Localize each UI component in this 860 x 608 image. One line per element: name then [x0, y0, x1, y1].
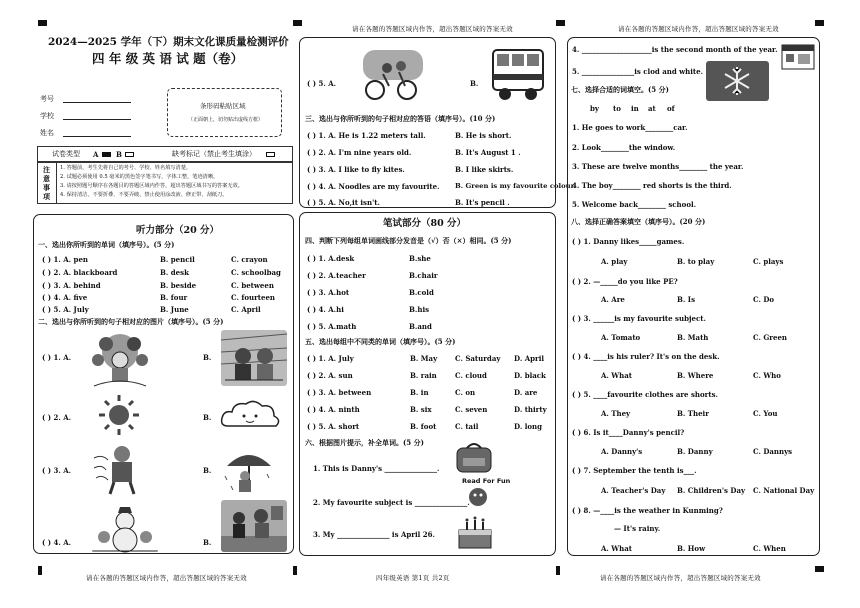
picture-umbrella — [221, 446, 277, 496]
s3-row: B. Green is my favourite colour. — [455, 182, 576, 190]
option-b: B. — [203, 466, 212, 475]
s4-row: B.cold — [409, 288, 434, 297]
word-bank-item: to — [613, 104, 621, 113]
corner-mark — [38, 566, 42, 575]
s5-row: B. in — [410, 388, 429, 397]
birthday-cake-icon — [453, 514, 497, 552]
listening-title: 听力部分（20 分） — [136, 225, 220, 236]
s5-row: C. tail — [455, 422, 479, 431]
s8-option: C. Green — [753, 333, 787, 342]
s6-row: 2. My favourite subject is _______________. — [313, 498, 470, 507]
school-label: 学校 — [40, 112, 54, 120]
s5-row: ( ) 3. A. between — [307, 388, 372, 397]
note-line: 2. 试题必须使用 0.5 毫米的黑色签字笔书写，字体工整，笔迹清晰。 — [60, 174, 219, 180]
s3-row: B. It's pencil . — [455, 198, 510, 207]
schoolbag-icon — [451, 440, 497, 474]
s5-row: C. on — [455, 388, 476, 397]
s8-option: C. Who — [753, 371, 781, 380]
s2-row: ( ) 4. A. — [42, 538, 72, 547]
p3-row: 5. _______________is clod and white. — [572, 67, 704, 76]
s8-option: B. Math — [677, 333, 709, 342]
corner-mark — [556, 566, 560, 575]
book-icon — [460, 486, 496, 508]
cloud-icon — [218, 396, 282, 436]
q5-row: ( ) 5. A. — [307, 79, 337, 88]
s4-row: B.she — [409, 254, 431, 263]
type-a: A — [93, 150, 99, 159]
s5-row: ( ) 5. A. short — [307, 422, 360, 431]
s1-row: C. April — [231, 305, 261, 314]
s5-row: B. foot — [410, 422, 437, 431]
top-notice: 请在各题的答题区域内作答，超出答题区域的答案无效 — [618, 25, 779, 33]
s4-row: ( ) 1. A.desk — [307, 254, 355, 263]
s8-answer-line: — It's rainy. — [614, 524, 661, 533]
s5-row: D. are — [514, 388, 538, 397]
s4-row: ( ) 4. A.hi — [307, 305, 344, 314]
written-title: 笔试部分（80 分） — [383, 218, 467, 229]
s3-row: B. He is short. — [455, 131, 512, 140]
s1-row: C. crayon — [231, 255, 268, 264]
type-label: 试卷类型 — [52, 150, 80, 158]
s8-option: B. Where — [677, 371, 714, 380]
exam-title: 2024—2025 学年（下）期末文化课质量检测评价 — [48, 36, 289, 48]
s5-row: B. six — [410, 405, 432, 414]
s6-row: 1. This is Danny's _______________. — [313, 464, 440, 473]
s8-question: ( ) 1. Danny likes_____games. — [572, 237, 685, 246]
notes-head: 事 — [43, 183, 50, 192]
option-b: B. — [203, 538, 212, 547]
s4-row: ( ) 5. A.math — [307, 322, 357, 331]
section-8-title: 八、选择正确答案填空（填序号）。(20 分) — [571, 217, 706, 226]
corner-mark — [556, 20, 565, 26]
s8-option: C. Dannys — [753, 447, 793, 456]
s4-row: B.and — [409, 322, 432, 331]
s8-option: C. National Day — [753, 486, 815, 495]
s1-row: ( ) 3. A. behind — [42, 281, 101, 290]
absent-label: 缺考标记（禁止考生填涂） — [172, 150, 256, 158]
s4-row: B.chair — [409, 271, 438, 280]
s4-row: ( ) 2. A.teacher — [307, 271, 366, 280]
picture-snowman — [92, 507, 158, 553]
s5-row: D. thirty — [514, 405, 547, 414]
footer-page-number: 四年级英语 第1页 共2页 — [376, 574, 450, 582]
s3-row: ( ) 1. A. He is 1.22 meters tall. — [307, 131, 426, 140]
s5-row: D. black — [514, 371, 546, 380]
s4-row: ( ) 3. A.hot — [307, 288, 350, 297]
s8-option: C. You — [753, 409, 778, 418]
word-bank-item: in — [631, 104, 639, 113]
s8-option: C. When — [753, 544, 786, 553]
s8-option: B. to play — [677, 257, 715, 266]
s8-question: ( ) 4. ____is his ruler? It's on the desk. — [572, 352, 720, 361]
s5-row: ( ) 1. A. July — [307, 354, 354, 363]
s8-option: A. Are — [601, 295, 625, 304]
s8-option: B. How — [677, 544, 706, 553]
section-7-title: 七、选择合适的词填空。(5 分) — [571, 85, 669, 94]
s1-row: B. desk — [160, 268, 189, 277]
corner-mark — [293, 566, 297, 575]
s8-option: B. Their — [677, 409, 709, 418]
s7-row: 2. Look________the window. — [572, 143, 676, 152]
s7-row: 5. Welcome back________ school. — [572, 200, 697, 209]
note-line: 1. 答题前，考生先将自己的考号、学校、姓名填写清楚。 — [60, 165, 192, 171]
top-notice: 请在各题的答题区域内作答，超出答题区域的答案无效 — [352, 25, 513, 33]
s8-option: A. Tomato — [601, 333, 641, 342]
school-field[interactable] — [63, 119, 131, 120]
s1-row: ( ) 2. A. blackboard — [42, 268, 118, 277]
section-2-title: 二、选出与你所听到的句子相对应的图片（填序号）。(5 分) — [38, 317, 224, 326]
barcode-area — [167, 88, 282, 137]
type-b-box[interactable] — [125, 152, 134, 157]
s7-row: 1. He goes to work________car. — [572, 123, 688, 132]
s8-option: B. Children's Day — [677, 486, 746, 495]
s1-row: B. beside — [160, 281, 197, 290]
s8-question: ( ) 6. Is it____Danny's pencil? — [572, 428, 685, 437]
option-b: B. — [470, 79, 479, 88]
s1-row: ( ) 5. A. July — [42, 305, 89, 314]
exam-no-label: 考号 — [40, 95, 54, 103]
name-label: 姓名 — [40, 129, 54, 137]
notes-head: 注 — [43, 165, 50, 174]
type-b: B — [116, 150, 122, 159]
option-b: B. — [203, 353, 212, 362]
word-bank-item: by — [590, 104, 599, 113]
s5-row: D. April — [514, 354, 545, 363]
s8-option: A. What — [601, 544, 633, 553]
barcode-note: （正面朝上，切勿贴出虚线方框） — [188, 117, 264, 123]
footer-notice-left: 请在各题的答题区域内作答，超出答题区域的答案无效 — [86, 574, 247, 582]
calendar-icon — [780, 41, 816, 71]
sun-icon — [96, 393, 142, 437]
note-line: 4. 保持清洁，不要折叠、不要弄破，禁止使用涂改液、修正带、刮纸刀。 — [60, 192, 228, 198]
s5-row: C. seven — [455, 405, 488, 414]
footer-notice-right: 请在各题的答题区域内作答，超出答题区域的答案无效 — [600, 574, 761, 582]
s2-row: ( ) 2. A. — [42, 413, 72, 422]
picture-family — [221, 500, 287, 552]
s1-row: ( ) 1. A. pen — [42, 255, 88, 264]
corner-mark — [293, 20, 302, 26]
s8-option: A. What — [601, 371, 633, 380]
s8-option: B. Danny — [677, 447, 713, 456]
notes-head: 意 — [43, 174, 50, 183]
corner-mark — [815, 566, 824, 572]
option-b: B. — [203, 413, 212, 422]
s5-row: B. rain — [410, 371, 437, 380]
section-5-title: 五、选出每组中不同类的单词（填序号）。(5 分) — [305, 337, 456, 346]
s1-row: ( ) 4. A. five — [42, 293, 88, 302]
s1-row: B. June — [160, 305, 189, 314]
s5-row: C. Saturday — [455, 354, 501, 363]
s1-row: C. fourteen — [231, 293, 276, 302]
s3-row: ( ) 5. A. No,it isn't. — [307, 198, 380, 207]
s2-row: ( ) 3. A. — [42, 466, 72, 475]
s5-row: ( ) 4. A. ninth — [307, 405, 360, 414]
picture-child-flowers — [84, 330, 156, 390]
s8-question: ( ) 5. ____favourite clothes are shorts. — [572, 390, 718, 399]
notes-head: 项 — [43, 192, 50, 201]
s8-question: ( ) 3. ______is my favourite subject. — [572, 314, 706, 323]
s8-question: ( ) 2. —_____do you like PE? — [572, 277, 678, 286]
section-1-title: 一、选出你所听到的单词（填序号）。(5 分) — [38, 240, 175, 249]
s1-row: B. pencil — [160, 255, 195, 264]
note-line: 3. 请按照题号顺序在各题目的答题区域内作答，超出答题区域书写的答案无效。 — [60, 183, 243, 189]
s1-row: C. between — [231, 281, 274, 290]
exam-no-field[interactable] — [63, 102, 131, 103]
s1-row: B. four — [160, 293, 188, 302]
s7-row: 4. The boy________ red shorts is the third. — [572, 181, 732, 190]
exam-subtitle: 四 年 级 英 语 试 题（卷） — [92, 51, 244, 66]
s8-option: A. Danny's — [601, 447, 643, 456]
s8-option: B. Is — [677, 295, 696, 304]
s5-row: B. May — [410, 354, 438, 363]
absent-box[interactable] — [266, 152, 275, 157]
word-bank-item: at — [648, 104, 656, 113]
s2-row: ( ) 1. A. — [42, 353, 72, 362]
s5-row: D. long — [514, 422, 543, 431]
s3-row: B. It's August 1 . — [455, 148, 521, 157]
s8-option: C. plays — [753, 257, 784, 266]
corner-mark — [38, 20, 47, 26]
word-bank-item: of — [667, 104, 675, 113]
picture-cycling — [357, 46, 429, 102]
s8-option: A. Teacher's Day — [601, 486, 666, 495]
s6-row: 3. My _______________ is April 26. — [313, 530, 435, 539]
picture-rain-kids — [221, 330, 287, 386]
s3-row: ( ) 4. A. Noodles are my favourite. — [307, 182, 440, 191]
name-field[interactable] — [63, 136, 131, 137]
p3-row: 4. ____________________is the second month of the year. — [572, 45, 778, 54]
snowflake-icon — [706, 61, 769, 101]
s8-option: C. Do — [753, 295, 775, 304]
s5-row: ( ) 2. A. sun — [307, 371, 353, 380]
s4-row: B.his — [409, 305, 430, 314]
s8-question: ( ) 7. September the tenth is___. — [572, 466, 697, 475]
s8-option: A. play — [601, 257, 628, 266]
s7-row: 3. These are twelve months________ the year. — [572, 162, 744, 171]
s3-row: ( ) 3. A. I like to fly kites. — [307, 165, 405, 174]
s3-row: ( ) 2. A. I'm nine years old. — [307, 148, 412, 157]
s8-question: ( ) 8. —____is the weather in Kunming? — [572, 506, 723, 515]
notes-divider — [56, 162, 57, 204]
section-3-title: 三、选出与你所听到的句子相对应的答语（填序号）。(10 分) — [305, 114, 496, 123]
corner-mark — [815, 20, 824, 26]
book-cover-text: Read For Fun — [462, 477, 511, 485]
type-a-box[interactable] — [102, 152, 111, 157]
section-6-title: 六、根据图片提示，补全单词。(5 分) — [305, 438, 424, 447]
picture-child-wind — [92, 440, 148, 496]
s1-row: C. schoolbag — [231, 268, 281, 277]
bus-icon — [487, 46, 549, 104]
s5-row: C. cloud — [455, 371, 487, 380]
barcode-label: 条形码粘贴区域 — [200, 102, 246, 110]
section-4-title: 四、判断下列每组单词画线部分发音是（√）否（×）相同。(5 分) — [305, 236, 512, 245]
s8-option: A. They — [601, 409, 631, 418]
s3-row: B. I like skirts. — [455, 165, 514, 174]
